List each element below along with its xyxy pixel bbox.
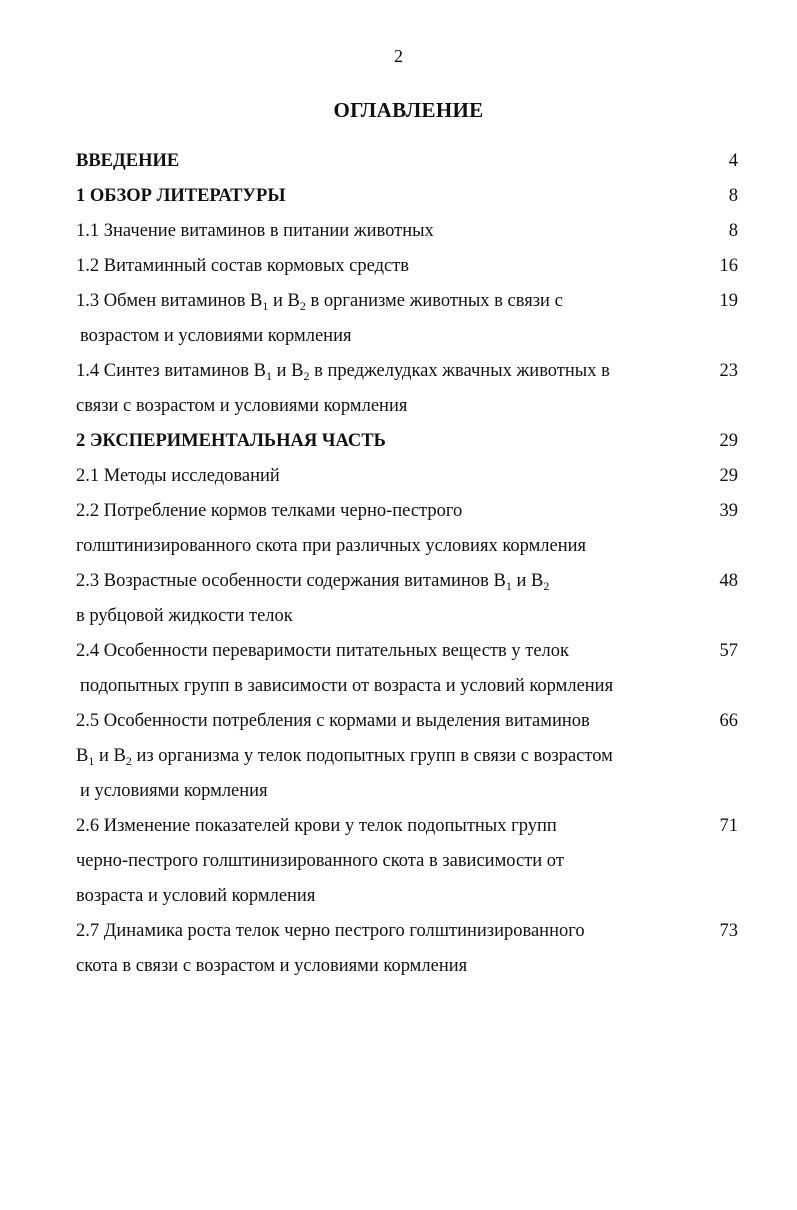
page-number: 2 [394, 46, 403, 66]
toc-page-number: 29 [719, 466, 738, 486]
toc-page-number: 23 [719, 361, 738, 381]
toc-entry-text: черно-пестрого голштинизированного скота в зависимости от [76, 851, 564, 871]
toc-entry-text: 2.2 Потребление кормов телками черно-пестрого [76, 501, 463, 521]
toc-entry [76, 214, 738, 249]
toc-entry [76, 354, 738, 424]
toc-entry-text: в рубцовой жидкости телок [76, 606, 293, 626]
toc-entry [76, 179, 738, 214]
toc-page-number: 39 [719, 501, 738, 521]
toc-entry [76, 914, 738, 984]
toc-entry-text: 2.4 Особенности переваримости питательных веществ у телок [76, 641, 570, 661]
toc-entry [76, 424, 738, 459]
toc-entry [76, 144, 738, 179]
toc-entry-text: 1.3 Обмен витаминов $В_1$ и $В_2$ в организме животных в связи с [76, 291, 563, 313]
toc-page-number: 48 [719, 571, 738, 591]
toc-entry-text: голштинизированного скота при различных условиях кормления [76, 536, 587, 556]
toc-entry-text: ВВЕДЕНИЕ [76, 151, 180, 171]
toc-entry [76, 564, 738, 634]
page-title: ОГЛАВЛЕНИЕ [333, 98, 484, 122]
toc-entry-text: $В_1$ и $В_2$ из организма у телок подопытных групп в связи с возрастом [76, 746, 613, 768]
toc-entry-text: 1.4 Синтез витаминов $В_1$ и $В_2$ в преджелудках жвачных животных в [76, 361, 610, 383]
toc-entry-text: 2 ЭКСПЕРИМЕНТАЛЬНАЯ ЧАСТЬ [76, 431, 386, 451]
toc-entry-text: подопытных групп в зависимости от возраста и условий кормления [80, 676, 614, 696]
toc-entry-text: 2.5 Особенности потребления с кормами и выделения витаминов [76, 711, 590, 731]
toc-entry-text: скота в связи с возрастом и условиями кормления [76, 956, 468, 976]
toc-entry [76, 459, 738, 494]
toc-page-number: 8 [728, 186, 738, 206]
toc-page-number: 29 [719, 431, 738, 451]
toc-entry [76, 284, 738, 354]
toc-entry-text: 1.1 Значение витаминов в питании животных [76, 221, 434, 241]
toc-entry-text: возрастом и условиями кормления [80, 326, 352, 346]
toc-entry-text: 1 ОБЗОР ЛИТЕРАТУРЫ [76, 186, 286, 206]
toc-page-number: 66 [719, 711, 738, 731]
toc-entry [76, 704, 738, 809]
toc-entry-text: возраста и условий кормления [76, 886, 316, 906]
toc-entry-text: связи с возрастом и условиями кормления [76, 396, 408, 416]
table-of-contents [76, 144, 738, 984]
toc-page-number: 16 [719, 256, 738, 276]
toc-page-number: 57 [719, 641, 738, 661]
toc-entry-text: 2.3 Возрастные особенности содержания витаминов $В_1$ и $В_2$ [76, 571, 550, 593]
toc-page-number: 73 [719, 921, 738, 941]
toc-entry [76, 494, 738, 564]
toc-entry-text: и условиями кормления [80, 781, 268, 801]
toc-entry-text: 1.2 Витаминный состав кормовых средств [76, 256, 410, 276]
toc-entry-text: 2.1 Методы исследований [76, 466, 280, 486]
toc-page-number: 19 [719, 291, 738, 311]
toc-entry [76, 249, 738, 284]
toc-page-number: 71 [719, 816, 738, 836]
toc-entry-text: 2.6 Изменение показателей крови у телок подопытных групп [76, 816, 557, 836]
toc-page-number: 8 [728, 221, 738, 241]
toc-page-number: 4 [728, 151, 738, 171]
toc-entry [76, 809, 738, 914]
toc-entry [76, 634, 738, 704]
toc-entry-text: 2.7 Динамика роста телок черно пестрого голштинизированного [76, 921, 585, 941]
